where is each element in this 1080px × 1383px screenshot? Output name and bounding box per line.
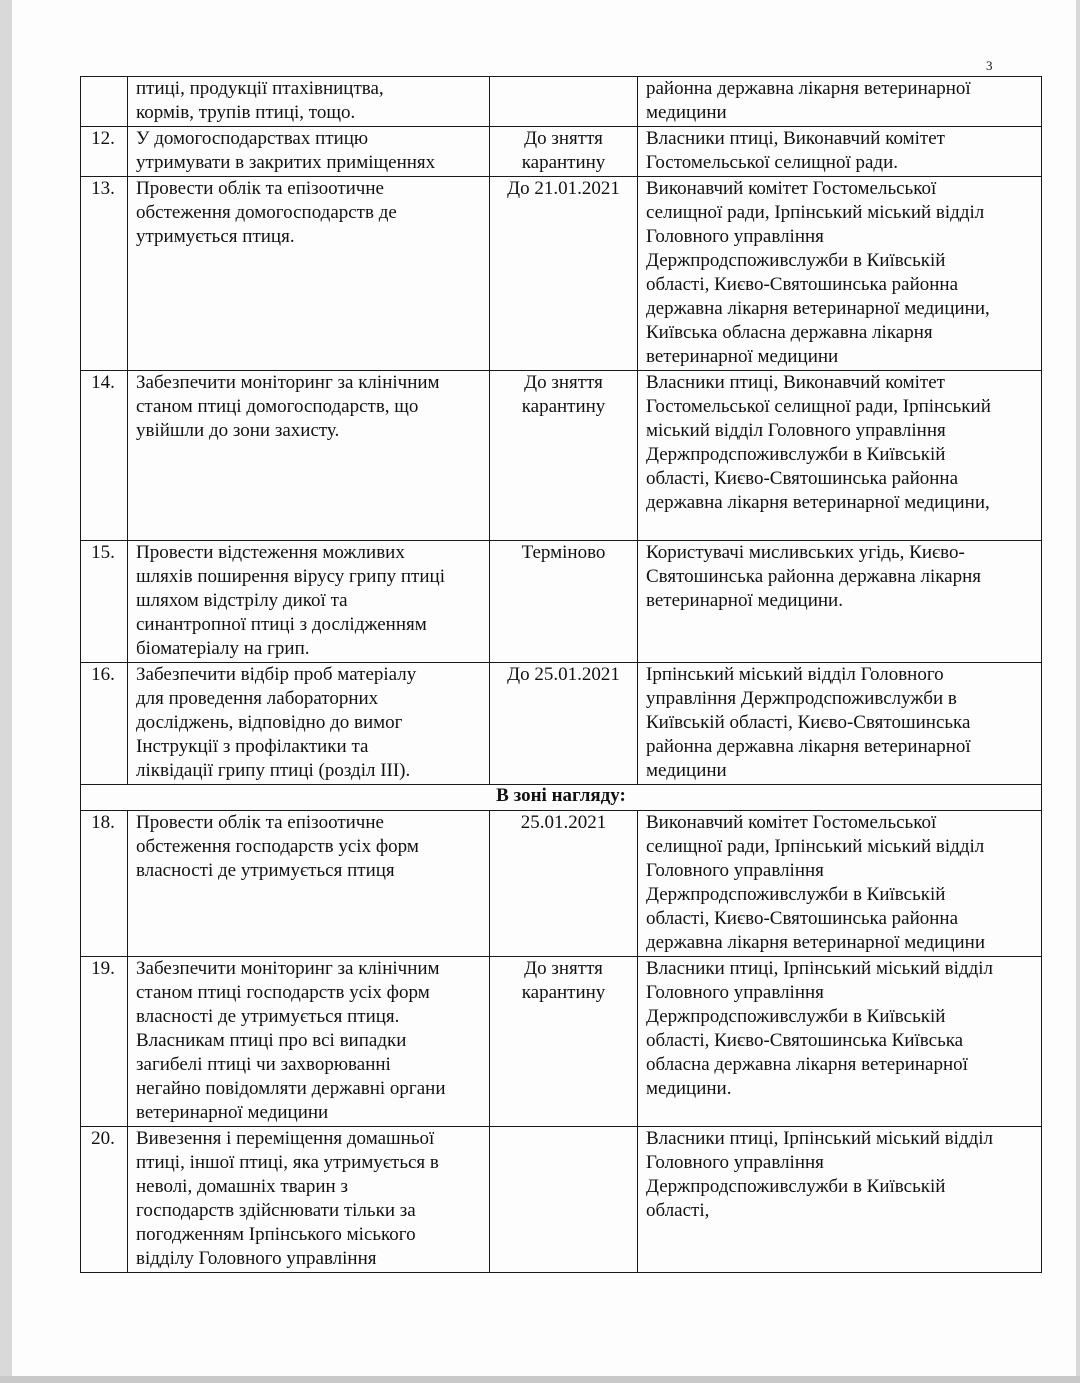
- row-number: 16.: [81, 663, 128, 785]
- measures-table: [80, 76, 1042, 1273]
- row-number: 19.: [81, 957, 128, 1127]
- row-number: 12.: [81, 127, 128, 177]
- table-row: [81, 177, 1042, 371]
- term-cell: До 21.01.2021: [490, 177, 638, 371]
- table-row: [81, 541, 1042, 663]
- page-number: 3: [986, 58, 993, 73]
- responsible-cell: Власники птиці, Виконавчий комітет Гостомельської селищної ради, Ірпінський міський відділ Головного управління Держпродспоживслужби в Київській області, Києво-Святошинська районна державна лікарня ветеринарної медицини,: [638, 371, 1042, 541]
- measure-cell: Вивезення і переміщення домашньої птиці, іншої птиці, яка утримується в неволі, домашніх тварин з господарств здійснювати тільки за погодженням Ірпінського міського відділу Головного управління: [128, 1127, 490, 1273]
- table-row: [81, 957, 1042, 1127]
- measure-cell: Забезпечити відбір проб матеріалу для проведення лабораторних досліджень, відповідно до вимог Інструкції з профілактики та ліквідації грипу птиці (розділ ІІІ).: [128, 663, 490, 785]
- row-number: 18.: [81, 811, 128, 957]
- term-cell: [490, 77, 638, 127]
- responsible-cell: Виконавчий комітет Гостомельської селищної ради, Ірпінський міський відділ Головного управління Держпродспоживслужби в Київській області, Києво-Святошинська районна державна лікарня ветеринарної медицини: [638, 811, 1042, 957]
- term-cell: До зняття карантину: [490, 371, 638, 541]
- term-cell: [490, 1127, 638, 1273]
- term-cell: До зняття карантину: [490, 127, 638, 177]
- responsible-cell: Користувачі мисливських угідь, Києво- Святошинська районна державна лікарня ветеринарної медицини.: [638, 541, 1042, 663]
- measure-cell: Забезпечити моніторинг за клінічним станом птиці домогосподарств, що увійшли до зони захисту.: [128, 371, 490, 541]
- table-row: [81, 371, 1042, 541]
- table-row: [81, 1127, 1042, 1273]
- measure-cell: птиці, продукції птахівництва, кормів, трупів птиці, тощо.: [128, 77, 490, 127]
- term-cell: До зняття карантину: [490, 957, 638, 1127]
- row-number: 15.: [81, 541, 128, 663]
- responsible-cell: Ірпінський міський відділ Головного управління Держпродспоживслужби в Київській області, Києво-Святошинська районна державна лікарня ветеринарної медицини: [638, 663, 1042, 785]
- responsible-cell: Власники птиці, Ірпінський міський відділ Головного управління Держпродспоживслужби в Київській області,: [638, 1127, 1042, 1273]
- term-cell: До 25.01.2021: [490, 663, 638, 785]
- row-number: [81, 77, 128, 127]
- measure-cell: Забезпечити моніторинг за клінічним станом птиці господарств усіх форм власності де утримується птиця. Власникам птиці про всі випадки загибелі птиці чи захворюванні негайно повідомляти державні органи ветеринарної медицини: [128, 957, 490, 1127]
- measure-cell: Провести облік та епізоотичне обстеження господарств усіх форм власності де утримується птиця: [128, 811, 490, 957]
- table-row: [81, 663, 1042, 785]
- row-number: 13.: [81, 177, 128, 371]
- responsible-cell: районна державна лікарня ветеринарної медицини: [638, 77, 1042, 127]
- measure-cell: Провести облік та епізоотичне обстеження домогосподарств де утримується птиця.: [128, 177, 490, 371]
- table-row: [81, 127, 1042, 177]
- row-number: 14.: [81, 371, 128, 541]
- responsible-cell: Виконавчий комітет Гостомельської селищної ради, Ірпінський міський відділ Головного управління Держпродспоживслужби в Київській області, Києво-Святошинська районна державна лікарня ветеринарної медицини, Київська обласна державна лікарня ветеринарної медицини: [638, 177, 1042, 371]
- document-page: [12, 0, 1076, 1376]
- term-cell: Терміново: [490, 541, 638, 663]
- table-row: [81, 811, 1042, 957]
- responsible-cell: Власники птиці, Виконавчий комітет Гостомельської селищної ради.: [638, 127, 1042, 177]
- section-heading: В зоні нагляду:: [81, 785, 1042, 811]
- term-cell: 25.01.2021: [490, 811, 638, 957]
- section-heading-row: [81, 785, 1042, 811]
- measure-cell: Провести відстеження можливих шляхів поширення вірусу грипу птиці шляхом відстрілу дикої та синантропної птиці з дослідженням біоматеріалу на грип.: [128, 541, 490, 663]
- page-bottom-edge: [0, 1376, 1080, 1383]
- table-row: [81, 77, 1042, 127]
- row-number: 20.: [81, 1127, 128, 1273]
- responsible-cell: Власники птиці, Ірпінський міський відділ Головного управління Держпродспоживслужби в Київській області, Києво-Святошинська Київська обласна державна лікарня ветеринарної медицини.: [638, 957, 1042, 1127]
- measure-cell: У домогосподарствах птицю утримувати в закритих приміщеннях: [128, 127, 490, 177]
